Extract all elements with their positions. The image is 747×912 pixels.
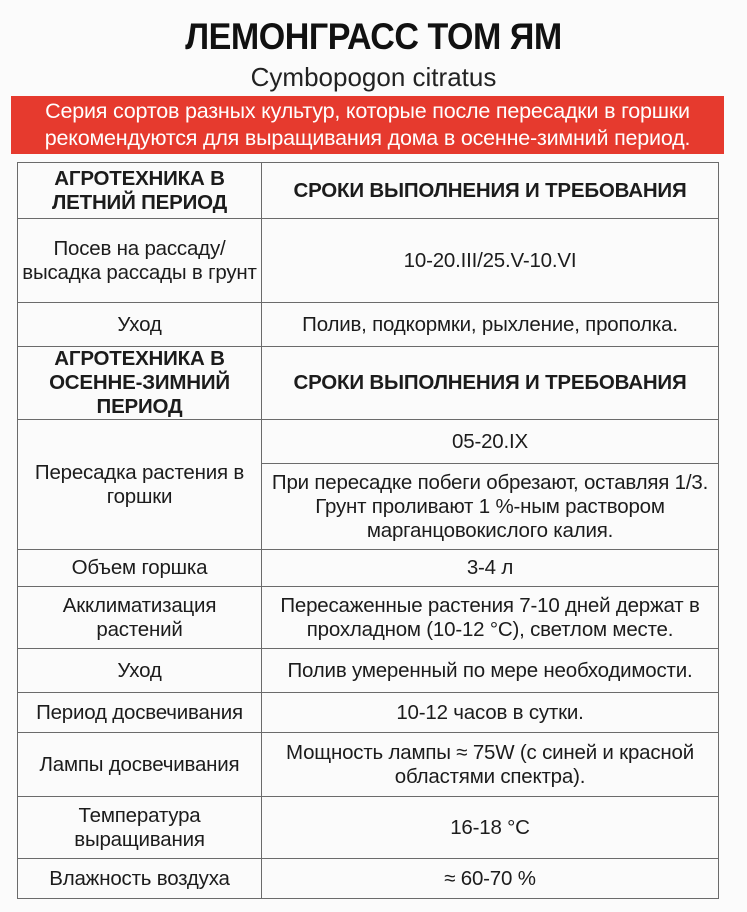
- row-value: 10-12 часов в сутки.: [262, 693, 719, 733]
- table-row: [18, 303, 719, 347]
- winter-header-right: СРОКИ ВЫПОЛНЕНИЯ И ТРЕБОВАНИЯ: [262, 347, 719, 420]
- series-banner: [11, 96, 724, 154]
- table-row: [18, 420, 719, 464]
- product-title: ЛЕМОНГРАСС ТОМ ЯМ: [185, 16, 562, 57]
- row-label: Лампы досвечивания: [18, 733, 262, 797]
- row-value: 10-20.III/25.V-10.VI: [262, 219, 719, 303]
- summer-header-right: СРОКИ ВЫПОЛНЕНИЯ И ТРЕБОВАНИЯ: [262, 163, 719, 219]
- table-row: [18, 219, 719, 303]
- table-row: [18, 587, 719, 649]
- banner-line-1: Серия сортов разных культур, которые после пересадки в горшки: [45, 99, 690, 123]
- table-row: [18, 550, 719, 587]
- row-label: Акклиматизация растений: [18, 587, 262, 649]
- row-value: Полив, подкормки, рыхление, прополка.: [262, 303, 719, 347]
- row-value: 16-18 °С: [262, 797, 719, 859]
- summer-header-row: [18, 163, 719, 219]
- row-value: Мощность лампы ≈ 75W (с синей и красной областями спектра).: [262, 733, 719, 797]
- latin-name: Cymbopogon citratus: [250, 62, 497, 92]
- table-row: [18, 733, 719, 797]
- row-label: Пересадка растения в горшки: [18, 420, 262, 550]
- agrotechnics-table: [17, 162, 719, 899]
- row-label: Влажность воздуха: [18, 859, 262, 899]
- winter-header-row: [18, 347, 719, 420]
- row-label: Период досвечивания: [18, 693, 262, 733]
- row-value: 3-4 л: [262, 550, 719, 587]
- table-row: [18, 649, 719, 693]
- row-label: Температура выращивания: [18, 797, 262, 859]
- row-label: Уход: [18, 303, 262, 347]
- row-value: ≈ 60-70 %: [262, 859, 719, 899]
- table-row: [18, 693, 719, 733]
- row-label: Посев на рассаду/ высадка рассады в грунт: [18, 219, 262, 303]
- row-label: Уход: [18, 649, 262, 693]
- summer-header-left: АГРОТЕХНИКА В ЛЕТНИЙ ПЕРИОД: [18, 163, 262, 219]
- table-row: [18, 859, 719, 899]
- row-value: 05-20.IX: [262, 420, 719, 464]
- winter-header-left: АГРОТЕХНИКА В ОСЕННЕ-ЗИМНИЙ ПЕРИОД: [18, 347, 262, 420]
- row-value: Полив умеренный по мере необходимости.: [262, 649, 719, 693]
- row-value: При пересадке побеги обрезают, оставляя 1/3. Грунт проливают 1 %-ным раствором марганцовокислого калия.: [262, 464, 719, 550]
- row-value: Пересаженные растения 7-10 дней держат в прохладном (10-12 °С), светлом месте.: [262, 587, 719, 649]
- row-label: Объем горшка: [18, 550, 262, 587]
- table-row: [18, 797, 719, 859]
- banner-line-2: рекомендуются для выращивания дома в осенне-зимний период.: [44, 126, 691, 150]
